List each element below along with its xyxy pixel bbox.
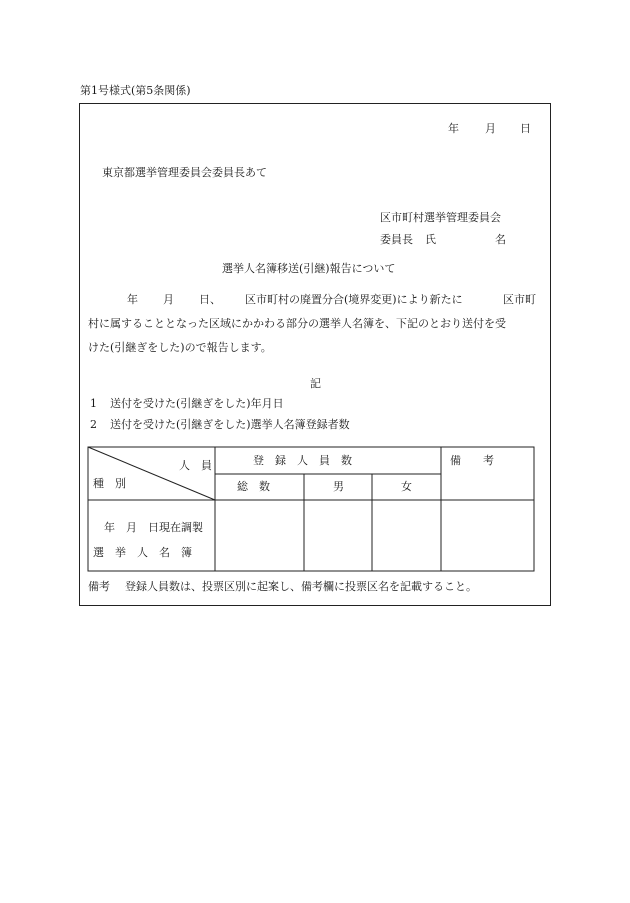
- table-sub-male: 男: [333, 480, 344, 493]
- body-day: 日、: [199, 293, 221, 306]
- body-line1-end: 区市町: [503, 293, 536, 306]
- table-header-registered: 登 録 人 員 数: [253, 454, 352, 467]
- addressee: 東京都選挙管理委員会委員長あて: [102, 166, 267, 179]
- table-row-line1: 年 月 日現在調製: [104, 521, 203, 534]
- table-sub-total: 総 数: [237, 480, 270, 493]
- table-header-remarks: 備 考: [450, 454, 494, 467]
- table-diag-bottom-label: 種 別: [93, 477, 126, 490]
- item-2-text: 送付を受けた(引継ぎをした)選挙人名簿登録者数: [110, 418, 350, 431]
- table-sub-female: 女: [401, 480, 412, 493]
- table-row-line2: 選 挙 人 名 簿: [93, 546, 192, 559]
- form-label: 第1号様式(第5条関係): [80, 84, 191, 97]
- body-line1-mid: 区市町村の廃置分合(境界変更)により新たに: [245, 293, 463, 306]
- item-1-text: 送付を受けた(引継ぎをした)年月日: [110, 397, 284, 410]
- sender-name-label-1: 氏: [425, 233, 436, 246]
- date-day: 日: [520, 122, 531, 135]
- date-year: 年: [448, 122, 459, 135]
- body-line2: 村に属することとなった区域にかかわる部分の選挙人名簿を、下記のとおり送付を受: [88, 317, 506, 330]
- ki-marker: 記: [310, 377, 321, 390]
- sender-organization: 区市町村選挙管理委員会: [380, 211, 501, 224]
- body-line3: けた(引継ぎをした)ので報告します。: [88, 341, 272, 354]
- body-year: 年: [127, 293, 138, 306]
- table-diagonal: [88, 447, 215, 500]
- item-2-number: 2: [90, 418, 97, 431]
- sender-chair-label: 委員長: [380, 233, 413, 246]
- item-1-number: 1: [90, 397, 97, 410]
- date-month: 月: [485, 122, 496, 135]
- document-title: 選挙人名簿移送(引継)報告について: [222, 262, 396, 275]
- footnote-text: 登録人員数は、投票区別に起案し、備考欄に投票区名を記載すること。: [125, 580, 477, 593]
- sender-name-label-2: 名: [495, 233, 506, 246]
- footnote-label: 備考: [88, 580, 110, 593]
- table-diag-top-label: 人 員: [179, 459, 212, 472]
- body-month: 月: [163, 293, 174, 306]
